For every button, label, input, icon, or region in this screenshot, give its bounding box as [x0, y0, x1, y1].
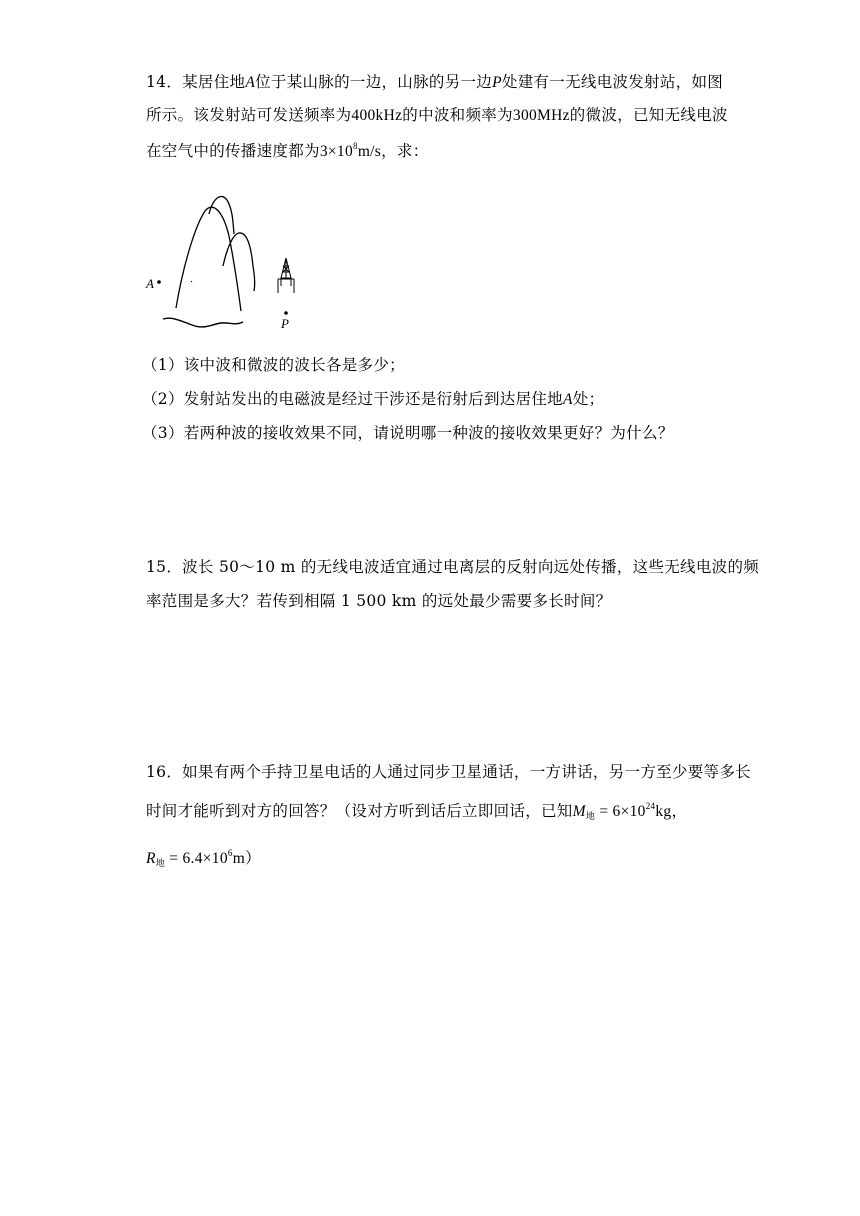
mountain-right-outline — [223, 233, 255, 291]
q14-subquestion-3: （3）若两种波的接收效果不同，请说明哪一种波的接收效果更好？为什么？ — [142, 424, 674, 442]
q16-line-2: 时间才能听到对方的回答？（设对方听到话后立即回话，已知$M_地 = 6\times 10^{24}kg$， — [146, 801, 688, 821]
earth-radius-formula: $R_地 = 6.4\times 10^6m$ — [146, 848, 246, 868]
q15-line-1: 15．波长 50～10 m 的无线电波适宜通过电离层的反射向远处传播，这些无线电波的频 — [146, 558, 760, 576]
q15-line-2: 率范围是多大？若传到相隔 1 500 km 的远处最少需要多长时间？ — [146, 592, 612, 610]
q16-line-3: $R_地 = 6.4\times 10^6m$） — [146, 848, 261, 868]
label-p: P — [281, 316, 289, 331]
transmitter-tower-icon — [278, 258, 294, 293]
mountain-left-outline — [176, 207, 241, 311]
speed-value: $3\times 10^8m/s$ — [319, 141, 382, 160]
earth-mass-formula: $M_地 = 6\times 10^{24}kg$ — [572, 801, 672, 821]
point-p — [284, 311, 288, 315]
q14-line-2: 所示。该发射站可发送频率为400kHz的中波和频率为300MHz的微波，已知无线电波 — [146, 106, 728, 124]
q16-line-1: 16．如果有两个手持卫星电话的人通过同步卫星通话，一方讲话，另一方至少要等多长 — [146, 763, 751, 781]
q14-line-1: 14．某居住地A位于某山脉的一边，山脉的另一边P处建有一无线电波发射站，如图 — [146, 73, 724, 91]
mountain-transmitter-figure — [143, 186, 323, 336]
q14-subquestion-1: （1）该中波和微波的波长各是多少； — [142, 356, 405, 374]
ground-line — [163, 318, 243, 327]
label-a: A — [146, 276, 154, 291]
point-a — [157, 280, 161, 284]
q14-line-3: 在空气中的传播速度都为$3\times 10^8m/s$，求： — [146, 141, 429, 160]
q14-subquestion-2: （2）发射站发出的电磁波是经过干涉还是衍射后到达居住地A处； — [142, 390, 605, 408]
